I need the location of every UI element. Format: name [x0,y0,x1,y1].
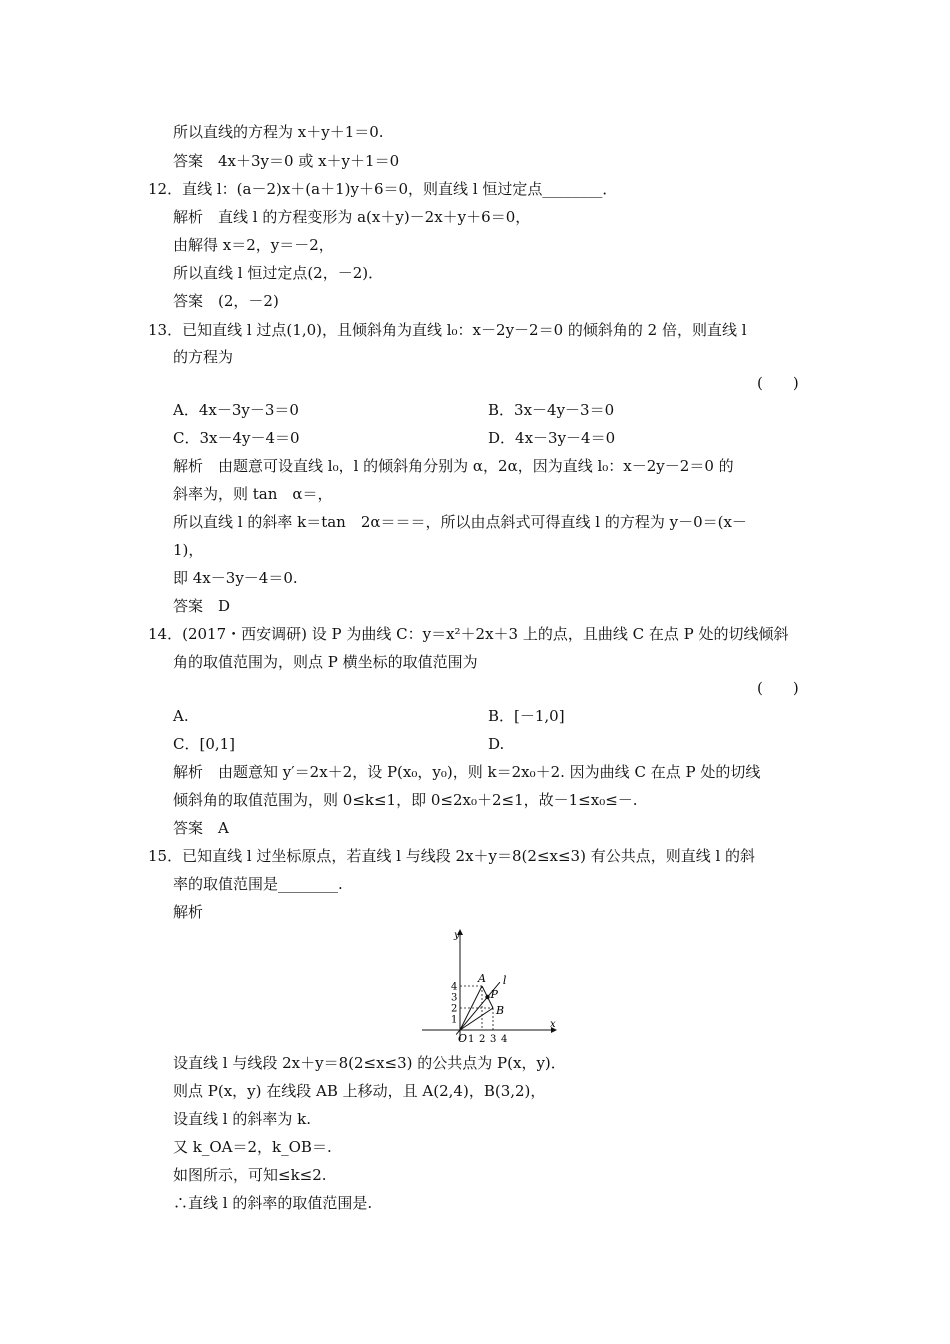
analysis-line: 解析 直线 l 的方程变形为 a(x＋y)－2x＋y＋6＝0， [173,208,531,226]
option-c: C．3x－4y－4＝0 [173,429,300,447]
text-line: 设直线 l 的斜率为 k. [173,1110,311,1128]
analysis-line: 解析 由题意可设直线 l₀，l 的倾斜角分别为 α，2α，因为直线 l₀：x－2y－2＝0 的 [173,457,734,475]
text-line: 如图所示，可知≤k≤2. [173,1166,327,1184]
text-line: 由解得 x＝2，y＝－2， [173,236,334,254]
point-a-label: A [478,972,486,985]
x-ticks [468,1034,507,1042]
analysis-line: 解析 [173,903,204,921]
point-b-label: B [496,1004,505,1017]
answer-line: 答案 A [173,819,229,837]
text-line: 又 k_OA＝2，k_OB＝. [173,1138,332,1156]
x-tick-label: 2 [479,1034,486,1042]
question-14: 14．(2017・西安调研) 设 P 为曲线 C：y＝x²＋2x＋3 上的点，且曲线 C 在点 P 处的切线倾斜 [148,625,789,643]
x-tick-label: 3 [490,1034,497,1042]
text-line: 则点 P(x，y) 在线段 AB 上移动，且 A(2,4)，B(3,2)， [173,1082,546,1100]
origin-label: O [458,1032,468,1042]
option-d: D. [488,735,505,753]
y-tick-label: 4 [451,981,458,993]
y-axis-label: y [454,930,460,941]
text-line: 率的取值范围是________. [173,875,343,893]
question-15: 15．已知直线 l 过坐标原点，若直线 l 与线段 2x＋y＝8(2≤x≤3) 有公共点，则直线 l 的斜 [148,847,756,865]
question-12: 12．直线 l：(a－2)x＋(a＋1)y＋6＝0，则直线 l 恒过定点________． [148,180,618,198]
option-b: B．3x－4y－3＝0 [488,401,615,419]
text-line: 所以直线 l 恒过定点(2，－2)． [173,264,384,282]
y-tick-label: 2 [451,1003,458,1015]
text-line: 1)， [173,541,204,559]
x-tick-label: 1 [468,1034,475,1042]
text-line: 倾斜角的取值范围为，则 0≤k≤1，即 0≤2x₀＋2≤1，故－1≤x₀≤－. [173,791,638,809]
text-line: 角的取值范围为，则点 P 横坐标的取值范围为 [173,653,478,671]
y-tick-label: 3 [451,992,458,1004]
answer-line: 答案 (2，－2) [173,292,279,310]
answer-line: 答案 4x＋3y＝0 或 x＋y＋1＝0 [173,152,400,170]
y-ticks [451,982,457,1026]
answer-bracket: ( ) [757,374,799,392]
text-line: 斜率为，则 tan α＝， [173,485,333,503]
text-line: 所以直线的方程为 x＋y＋1＝0. [173,123,384,141]
text-line: 设直线 l 与线段 2x＋y＝8(2≤x≤3) 的公共点为 P(x，y)． [173,1054,566,1072]
answer-line: 答案 D [173,597,231,615]
option-c: C．[0,1] [173,735,236,753]
option-a: A．4x－3y－3＝0 [173,401,299,419]
x-tick-label: 4 [501,1034,508,1042]
x-axis-label: x [550,1019,556,1030]
text-line: 所以直线 l 的斜率 k＝tan 2α＝＝＝，所以由点斜式可得直线 l 的方程为 y－0＝(x－ [173,513,747,531]
coordinate-figure [420,926,560,1042]
text-line: 的方程为 [173,348,234,366]
question-13: 13．已知直线 l 过点(1,0)，且倾斜角为直线 l₀：x－2y－2＝0 的倾斜角的 2 倍，则直线 l [148,321,747,339]
line-l-label: l [502,974,507,988]
option-b: B．[－1,0] [488,707,565,725]
y-tick-label: 1 [451,1014,458,1026]
point-p-label: P [490,988,498,1001]
text-line: 即 4x－3y－4＝0. [173,569,298,587]
answer-bracket: ( ) [757,679,799,697]
option-d: D．4x－3y－4＝0 [488,429,616,447]
point-p-marker [485,995,489,999]
conclusion-line: ∴直线 l 的斜率的取值范围是. [173,1194,373,1212]
option-a: A. [173,707,189,725]
analysis-line: 解析 由题意知 y′＝2x＋2，设 P(x₀，y₀)，则 k＝2x₀＋2. 因为曲线 C 在点 P 处的切线 [173,763,761,781]
